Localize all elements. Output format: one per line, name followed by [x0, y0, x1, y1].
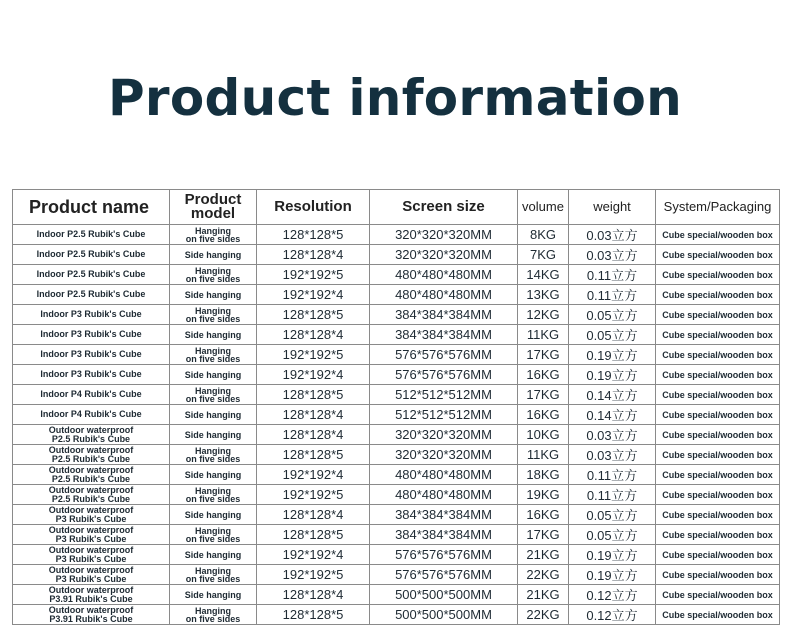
volume-cell: 16KG — [518, 505, 569, 525]
product-name-cell-line: Outdoor waterproof — [48, 564, 134, 575]
product-name-cell-line: Indoor P2.5 Rubik's Cube — [36, 229, 146, 239]
product-model-cell-line: Side hanging — [184, 409, 242, 420]
system-packaging-cell: Cube special/wooden box — [656, 225, 780, 245]
product-model-cell — [170, 565, 257, 585]
system-packaging-cell: Cube special/wooden box — [656, 585, 780, 605]
system-packaging-cell: Cube special/wooden box — [656, 305, 780, 325]
product-model-cell-line: Side hanging — [184, 549, 242, 560]
system-packaging-cell: Cube special/wooden box — [656, 505, 780, 525]
screen-size-cell: 576*576*576MM — [370, 565, 518, 585]
product-model-cell — [170, 245, 257, 265]
resolution-cell: 192*192*5 — [257, 345, 370, 365]
product-model-cell-line: Hanging — [195, 385, 231, 396]
product-name-cell-line: Indoor P2.5 Rubik's Cube — [36, 289, 146, 299]
product-model-cell-line: Side hanging — [184, 509, 242, 520]
product-model-cell-line: on five sides — [185, 453, 241, 464]
volume-cell: 11KG — [518, 445, 569, 465]
table-row — [13, 545, 780, 565]
product-model-cell-line: Hanging — [195, 485, 231, 496]
weight-cell: 0.03立方 — [569, 425, 656, 445]
system-packaging-cell: Cube special/wooden box — [656, 485, 780, 505]
system-packaging-cell: Cube special/wooden box — [656, 405, 780, 425]
product-model-cell — [170, 345, 257, 365]
weight-cell: 0.11立方 — [569, 285, 656, 305]
system-packaging-cell: Cube special/wooden box — [656, 345, 780, 365]
product-name-cell-line: P3.91 Rubik's Cube — [49, 593, 133, 604]
table-row — [13, 465, 780, 485]
screen-size-cell: 384*384*384MM — [370, 305, 518, 325]
weight-cell: 0.05立方 — [569, 305, 656, 325]
product-model-cell-line: on five sides — [185, 353, 241, 364]
product-name-cell-line: Outdoor waterproof — [48, 504, 134, 515]
product-name-cell-line: Outdoor waterproof — [48, 444, 134, 455]
resolution-cell: 192*192*4 — [257, 545, 370, 565]
table-row — [13, 565, 780, 585]
weight-cell: 0.19立方 — [569, 365, 656, 385]
resolution-cell: 192*192*4 — [257, 365, 370, 385]
product-model-cell-line: Side hanging — [184, 289, 242, 300]
product-name-cell — [13, 425, 170, 445]
volume-cell: 22KG — [518, 565, 569, 585]
volume-cell: 11KG — [518, 325, 569, 345]
product-name-cell-line: Outdoor waterproof — [48, 604, 134, 615]
system-packaging-cell: Cube special/wooden box — [656, 285, 780, 305]
page-title: Product information — [107, 69, 682, 127]
product-name-cell-line: Outdoor waterproof — [48, 464, 134, 475]
screen-size-cell: 384*384*384MM — [370, 525, 518, 545]
weight-cell: 0.19立方 — [569, 545, 656, 565]
system-packaging-cell: Cube special/wooden box — [656, 425, 780, 445]
product-model-cell-line: Hanging — [195, 525, 231, 536]
product-model-cell-line: Side hanging — [184, 429, 242, 440]
screen-size-cell: 576*576*576MM — [370, 345, 518, 365]
table-row — [13, 485, 780, 505]
table-row — [13, 365, 780, 385]
table-row — [13, 345, 780, 365]
product-model-cell-line: on five sides — [185, 273, 241, 284]
product-model-cell-line: Hanging — [195, 305, 231, 316]
weight-cell: 0.14立方 — [569, 385, 656, 405]
screen-size-cell: 500*500*500MM — [370, 585, 518, 605]
product-name-cell — [13, 465, 170, 485]
product-name-cell — [13, 445, 170, 465]
table-row — [13, 525, 780, 545]
product-name-cell-line: Indoor P4 Rubik's Cube — [40, 389, 142, 399]
volume-cell: 12KG — [518, 305, 569, 325]
table-row — [13, 285, 780, 305]
resolution-cell: 192*192*4 — [257, 285, 370, 305]
product-model-cell-line: on five sides — [185, 533, 241, 544]
resolution-cell: 128*128*4 — [257, 325, 370, 345]
product-model-cell — [170, 385, 257, 405]
table-row — [13, 605, 780, 625]
resolution-cell: 128*128*4 — [257, 245, 370, 265]
product-model-cell-line: Hanging — [195, 345, 231, 356]
header-model-line1: Product — [184, 191, 242, 208]
product-name-cell-line: Outdoor waterproof — [48, 484, 134, 495]
volume-cell: 13KG — [518, 285, 569, 305]
table-row — [13, 245, 780, 265]
system-packaging-cell: Cube special/wooden box — [656, 605, 780, 625]
product-name-cell — [13, 365, 170, 385]
table-row — [13, 505, 780, 525]
product-name-cell-line: P3 Rubik's Cube — [55, 513, 127, 524]
table-row — [13, 265, 780, 285]
product-name-cell-line: Indoor P2.5 Rubik's Cube — [36, 249, 146, 259]
weight-cell: 0.05立方 — [569, 525, 656, 545]
product-name-cell — [13, 285, 170, 305]
weight-cell: 0.12立方 — [569, 605, 656, 625]
product-name-cell — [13, 385, 170, 405]
screen-size-cell: 320*320*320MM — [370, 445, 518, 465]
product-name-cell — [13, 345, 170, 365]
product-name-cell — [13, 265, 170, 285]
screen-size-cell: 320*320*320MM — [370, 245, 518, 265]
product-name-cell — [13, 565, 170, 585]
table-row — [13, 405, 780, 425]
resolution-cell: 128*128*5 — [257, 385, 370, 405]
product-model-cell-line: on five sides — [185, 493, 241, 504]
resolution-cell: 128*128*4 — [257, 425, 370, 445]
table-header-row — [13, 190, 780, 225]
product-table — [12, 189, 780, 625]
product-name-cell-line: Outdoor waterproof — [48, 524, 134, 535]
screen-size-cell: 320*320*320MM — [370, 425, 518, 445]
screen-size-cell: 480*480*480MM — [370, 485, 518, 505]
screen-size-cell: 576*576*576MM — [370, 365, 518, 385]
product-name-cell — [13, 485, 170, 505]
header-product-model — [170, 190, 257, 225]
product-name-cell — [13, 505, 170, 525]
resolution-cell: 128*128*5 — [257, 225, 370, 245]
system-packaging-cell: Cube special/wooden box — [656, 565, 780, 585]
product-model-cell — [170, 525, 257, 545]
product-model-cell-line: Hanging — [195, 445, 231, 456]
screen-size-cell: 384*384*384MM — [370, 325, 518, 345]
volume-cell: 10KG — [518, 425, 569, 445]
weight-cell: 0.05立方 — [569, 505, 656, 525]
system-packaging-cell: Cube special/wooden box — [656, 445, 780, 465]
weight-cell: 0.11立方 — [569, 485, 656, 505]
table-row — [13, 305, 780, 325]
product-name-cell-line: Indoor P2.5 Rubik's Cube — [36, 269, 146, 279]
screen-size-cell: 320*320*320MM — [370, 225, 518, 245]
product-model-cell — [170, 485, 257, 505]
product-model-cell — [170, 425, 257, 445]
product-name-cell — [13, 245, 170, 265]
product-name-cell — [13, 585, 170, 605]
product-name-cell-line: Outdoor waterproof — [48, 544, 134, 555]
product-model-cell — [170, 605, 257, 625]
resolution-cell: 128*128*4 — [257, 405, 370, 425]
weight-cell: 0.05立方 — [569, 325, 656, 345]
product-name-cell-line: Indoor P3 Rubik's Cube — [40, 349, 142, 359]
volume-cell: 14KG — [518, 265, 569, 285]
volume-cell: 8KG — [518, 225, 569, 245]
volume-cell: 16KG — [518, 365, 569, 385]
screen-size-cell: 576*576*576MM — [370, 545, 518, 565]
product-model-cell — [170, 505, 257, 525]
product-name-cell-line: P3.91 Rubik's Cube — [49, 613, 133, 624]
product-name-cell-line: P3 Rubik's Cube — [55, 553, 127, 564]
weight-cell: 0.03立方 — [569, 225, 656, 245]
table-row — [13, 225, 780, 245]
resolution-cell: 128*128*5 — [257, 305, 370, 325]
resolution-cell: 192*192*5 — [257, 265, 370, 285]
product-name-cell-line: P2.5 Rubik's Cube — [51, 473, 131, 484]
product-model-cell — [170, 225, 257, 245]
volume-cell: 18KG — [518, 465, 569, 485]
product-model-cell-line: Side hanging — [184, 469, 242, 480]
product-name-cell-line: Outdoor waterproof — [48, 424, 134, 435]
table-row — [13, 585, 780, 605]
volume-cell: 17KG — [518, 525, 569, 545]
resolution-cell: 128*128*4 — [257, 585, 370, 605]
volume-cell: 16KG — [518, 405, 569, 425]
product-model-cell-line: on five sides — [185, 313, 241, 324]
system-packaging-cell: Cube special/wooden box — [656, 265, 780, 285]
product-model-cell — [170, 365, 257, 385]
table-row — [13, 425, 780, 445]
header-volume: volume — [518, 190, 569, 225]
system-packaging-cell: Cube special/wooden box — [656, 365, 780, 385]
volume-cell: 7KG — [518, 245, 569, 265]
volume-cell: 21KG — [518, 585, 569, 605]
volume-cell: 19KG — [518, 485, 569, 505]
product-name-cell-line: Indoor P3 Rubik's Cube — [40, 309, 142, 319]
product-name-cell — [13, 525, 170, 545]
system-packaging-cell: Cube special/wooden box — [656, 545, 780, 565]
system-packaging-cell: Cube special/wooden box — [656, 245, 780, 265]
resolution-cell: 128*128*5 — [257, 445, 370, 465]
product-model-cell-line: Side hanging — [184, 369, 242, 380]
product-name-cell-line: Indoor P4 Rubik's Cube — [40, 409, 142, 419]
product-name-cell — [13, 325, 170, 345]
product-model-cell — [170, 445, 257, 465]
weight-cell: 0.03立方 — [569, 245, 656, 265]
weight-cell: 0.19立方 — [569, 345, 656, 365]
product-model-cell — [170, 405, 257, 425]
screen-size-cell: 480*480*480MM — [370, 465, 518, 485]
header-model-line2: model — [190, 205, 236, 222]
product-name-cell-line: Indoor P3 Rubik's Cube — [40, 369, 142, 379]
product-name-cell-line: Indoor P3 Rubik's Cube — [40, 329, 142, 339]
weight-cell: 0.19立方 — [569, 565, 656, 585]
volume-cell: 21KG — [518, 545, 569, 565]
product-model-cell — [170, 465, 257, 485]
product-name-cell — [13, 225, 170, 245]
resolution-cell: 192*192*4 — [257, 465, 370, 485]
product-model-cell-line: Hanging — [195, 225, 231, 236]
product-name-cell-line: P3 Rubik's Cube — [55, 533, 127, 544]
product-name-cell — [13, 305, 170, 325]
system-packaging-cell: Cube special/wooden box — [656, 525, 780, 545]
product-name-cell-line: P2.5 Rubik's Cube — [51, 433, 131, 444]
product-name-cell — [13, 405, 170, 425]
product-model-cell-line: Side hanging — [184, 589, 242, 600]
product-model-cell — [170, 585, 257, 605]
header-weight: weight — [569, 190, 656, 225]
resolution-cell: 128*128*4 — [257, 505, 370, 525]
product-model-cell-line: Hanging — [195, 605, 231, 616]
system-packaging-cell: Cube special/wooden box — [656, 385, 780, 405]
product-model-cell-line: Side hanging — [184, 249, 242, 260]
screen-size-cell: 480*480*480MM — [370, 285, 518, 305]
system-packaging-cell: Cube special/wooden box — [656, 465, 780, 485]
volume-cell: 17KG — [518, 345, 569, 365]
table-row — [13, 445, 780, 465]
product-model-cell-line: on five sides — [185, 393, 241, 404]
volume-cell: 22KG — [518, 605, 569, 625]
resolution-cell: 192*192*5 — [257, 565, 370, 585]
product-name-cell — [13, 605, 170, 625]
product-model-cell-line: Hanging — [195, 265, 231, 276]
product-model-cell — [170, 545, 257, 565]
weight-cell: 0.14立方 — [569, 405, 656, 425]
product-name-cell-line: P3 Rubik's Cube — [55, 573, 127, 584]
screen-size-cell: 500*500*500MM — [370, 605, 518, 625]
product-model-cell — [170, 265, 257, 285]
weight-cell: 0.12立方 — [569, 585, 656, 605]
weight-cell: 0.11立方 — [569, 465, 656, 485]
header-system-packaging: System/Packaging — [656, 190, 780, 225]
resolution-cell: 192*192*5 — [257, 485, 370, 505]
screen-size-cell: 512*512*512MM — [370, 385, 518, 405]
product-model-cell-line: on five sides — [185, 573, 241, 584]
product-name-cell-line: Outdoor waterproof — [48, 584, 134, 595]
resolution-cell: 128*128*5 — [257, 525, 370, 545]
table-row — [13, 385, 780, 405]
product-model-cell-line: Hanging — [195, 565, 231, 576]
header-screen-size: Screen size — [370, 190, 518, 225]
weight-cell: 0.03立方 — [569, 445, 656, 465]
header-product-name: Product name — [13, 190, 170, 225]
product-model-cell — [170, 325, 257, 345]
volume-cell: 17KG — [518, 385, 569, 405]
table-row — [13, 325, 780, 345]
product-model-cell-line: on five sides — [185, 233, 241, 244]
header-resolution: Resolution — [257, 190, 370, 225]
system-packaging-cell: Cube special/wooden box — [656, 325, 780, 345]
resolution-cell: 128*128*5 — [257, 605, 370, 625]
product-model-cell-line: on five sides — [185, 613, 241, 624]
screen-size-cell: 480*480*480MM — [370, 265, 518, 285]
weight-cell: 0.11立方 — [569, 265, 656, 285]
screen-size-cell: 384*384*384MM — [370, 505, 518, 525]
product-name-cell-line: P2.5 Rubik's Cube — [51, 453, 131, 464]
product-name-cell-line: P2.5 Rubik's Cube — [51, 493, 131, 504]
product-name-cell — [13, 545, 170, 565]
screen-size-cell: 512*512*512MM — [370, 405, 518, 425]
product-model-cell — [170, 305, 257, 325]
product-model-cell-line: Side hanging — [184, 329, 242, 340]
product-model-cell — [170, 285, 257, 305]
